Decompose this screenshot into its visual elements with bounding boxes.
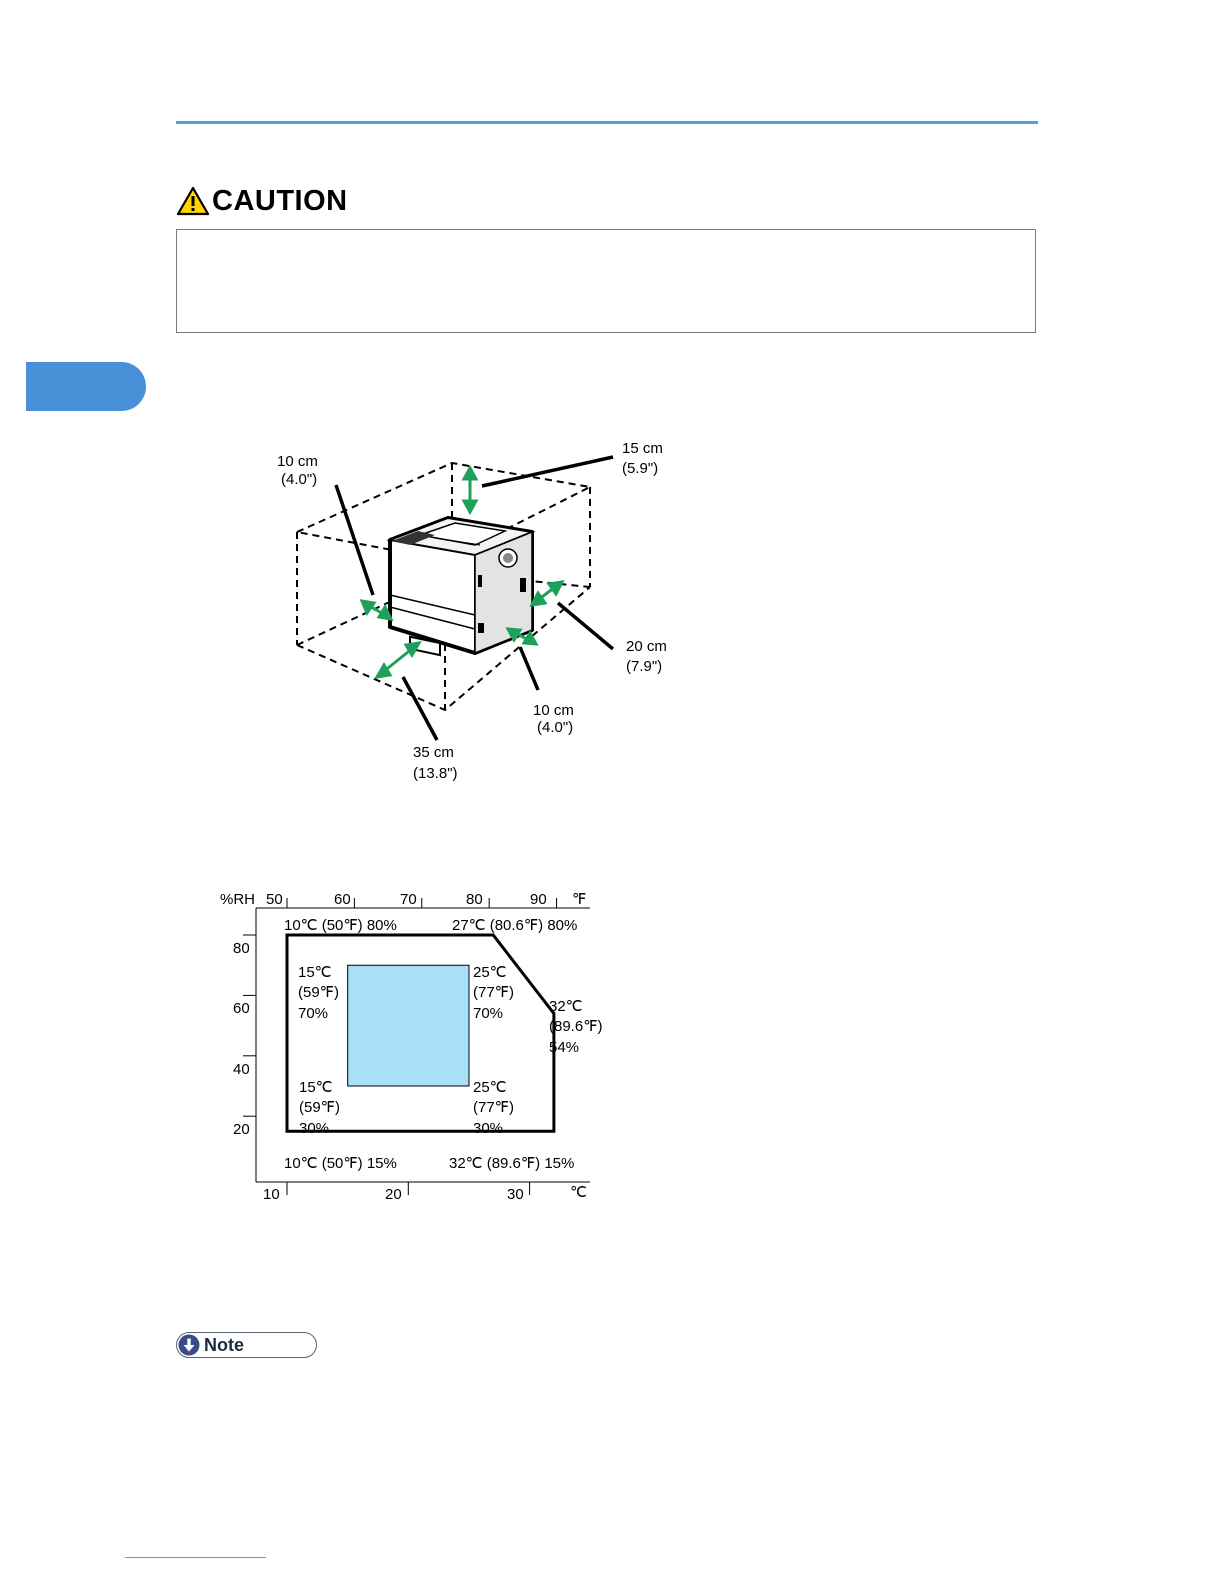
op-label-top-left: 10℃ (50℉) 80%	[284, 917, 397, 934]
rec-label-br-rh: 30%	[473, 1120, 504, 1137]
clearance-rear-cm: 10 cm	[533, 702, 574, 719]
op-label-right-c: 32℃	[549, 998, 583, 1015]
clearance-right-in: (7.9")	[626, 658, 663, 675]
rec-label-tl-rh: 70%	[298, 1005, 329, 1022]
note-badge	[176, 1332, 317, 1358]
temperature-humidity-chart	[210, 885, 620, 1205]
clearance-top-cm: 15 cm	[622, 440, 663, 457]
op-label-bottom-left: 10℃ (50℉) 15%	[284, 1155, 397, 1172]
op-label-top-right: 27℃ (80.6℉) 80%	[452, 917, 578, 934]
f-tick-80: 80	[466, 891, 483, 908]
rec-label-bl-f: (59℉)	[299, 1099, 340, 1116]
warning-triangle-icon	[176, 186, 210, 216]
op-label-right-f: (89.6℉)	[549, 1018, 603, 1035]
rec-label-tr-c: 25℃	[473, 964, 507, 981]
rec-label-br-c: 25℃	[473, 1079, 507, 1096]
f-tick-60: 60	[334, 891, 351, 908]
op-label-right-rh: 54%	[549, 1039, 580, 1056]
clearance-front-cm: 35 cm	[413, 744, 454, 761]
f-tick-50: 50	[266, 891, 283, 908]
c-tick-20: 20	[385, 1186, 402, 1203]
rec-label-bl-rh: 30%	[299, 1120, 330, 1137]
c-tick-10: 10	[263, 1186, 280, 1203]
recommended-range-area	[348, 965, 469, 1086]
clearance-right-cm: 20 cm	[626, 638, 667, 655]
f-tick-90: 90	[530, 891, 547, 908]
clearance-left-cm: 10 cm	[277, 453, 318, 470]
rec-label-tl-c: 15℃	[298, 964, 332, 981]
y-tick-60: 60	[233, 1000, 250, 1017]
y-tick-40: 40	[233, 1061, 250, 1078]
c-unit: ℃	[570, 1184, 587, 1201]
printer-clearance-figure	[270, 435, 680, 790]
clearance-left-in: (4.0")	[281, 471, 318, 488]
clearance-front-in: (13.8")	[413, 765, 458, 782]
c-tick-30: 30	[507, 1186, 524, 1203]
rec-label-tl-f: (59℉)	[298, 984, 339, 1001]
footer-rule	[125, 1557, 266, 1558]
down-arrow-circle-icon	[178, 1334, 200, 1356]
y-tick-20: 20	[233, 1121, 250, 1138]
op-label-bottom-right: 32℃ (89.6℉) 15%	[449, 1155, 575, 1172]
rec-label-br-f: (77℉)	[473, 1099, 514, 1116]
y-axis-label: %RH	[220, 891, 256, 908]
caution-box	[176, 229, 1036, 333]
rec-label-tr-rh: 70%	[473, 1005, 504, 1022]
f-unit: ℉	[572, 891, 587, 908]
clearance-rear-in: (4.0")	[537, 719, 574, 736]
rec-label-bl-c: 15℃	[299, 1079, 333, 1096]
note-label: Note	[204, 1334, 244, 1355]
caution-label: CAUTION	[212, 184, 348, 217]
f-tick-70: 70	[400, 891, 417, 908]
chapter-tab	[26, 362, 146, 411]
header-rule	[176, 121, 1038, 124]
caution-heading	[176, 184, 348, 218]
rec-label-tr-f: (77℉)	[473, 984, 514, 1001]
y-tick-80: 80	[233, 940, 250, 957]
clearance-top-in: (5.9")	[622, 460, 659, 477]
